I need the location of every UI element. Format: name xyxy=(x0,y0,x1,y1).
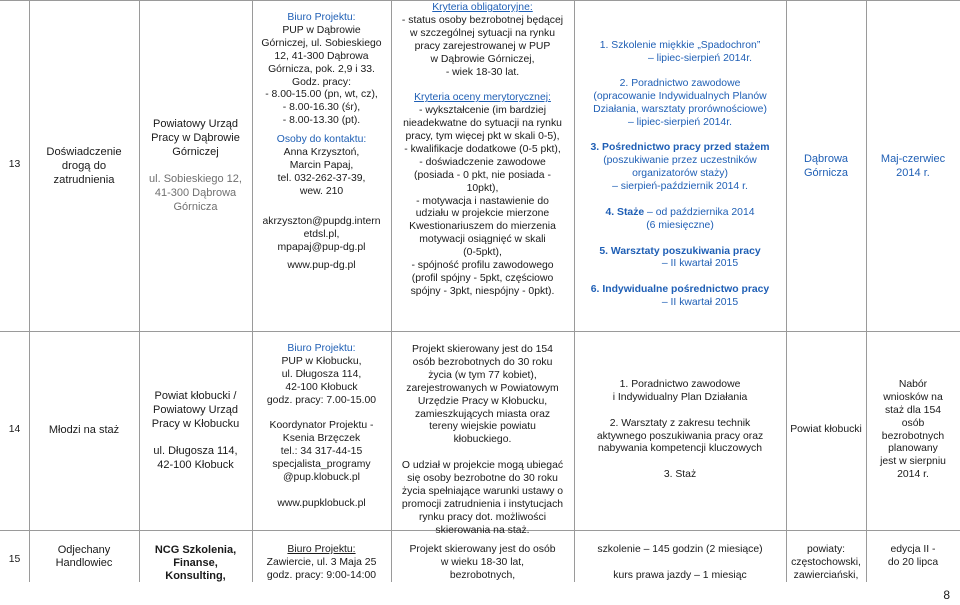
form-title: 3. Pośrednictwo pracy przed stażem xyxy=(590,142,770,154)
form-date: – II kwartał 2015 xyxy=(661,297,739,309)
criteria-line: - wykształcenie (im bardziej xyxy=(418,105,547,117)
form-date: – lipiec-sierpień 2014r. xyxy=(628,116,732,128)
beneficiary-name-line: Powiat kłobucki / xyxy=(154,390,237,403)
project-title-line: Młodzi na staż xyxy=(48,424,120,437)
term-line: Nabór xyxy=(898,378,928,390)
row-13-beneficiary xyxy=(139,0,252,331)
form-detail: organizatorów staży) xyxy=(632,168,728,180)
row-15-project-title xyxy=(29,544,139,582)
project-title-line: zatrudnienia xyxy=(53,173,115,186)
beneficiary-name-line: NCG Szkolenia, xyxy=(154,544,237,556)
criteria-heading: Kryteria obligatoryjne: xyxy=(432,2,533,13)
criteria-line: - wiek 18-30 lat. xyxy=(445,66,520,78)
spacer xyxy=(574,271,786,284)
row-15-number xyxy=(0,554,29,574)
criteria-heading: Kryteria oceny merytorycznej: xyxy=(414,92,551,104)
form-title: 6. Indywidualne pośrednictwo pracy xyxy=(590,284,770,296)
row-14-number xyxy=(0,331,29,530)
office-line: Górniczej, ul. Sobieskiego xyxy=(261,37,382,49)
place-line: powiaty: xyxy=(806,544,846,555)
term-line: planowany xyxy=(888,443,938,455)
website-link[interactable]: www.pup-dg.pl xyxy=(287,260,356,272)
contact-line: Marcin Papaj, xyxy=(289,159,354,171)
criteria-line: bezrobotnych, xyxy=(449,569,516,581)
beneficiary-address-line: 42-100 Kłobuck xyxy=(157,458,234,471)
office-line: Górnicza, pok. 2,9 i 33. xyxy=(268,63,375,75)
beneficiary-address-line: 41-300 Dąbrowa xyxy=(154,186,237,199)
beneficiary-name-line: Powiatowy Urząd xyxy=(153,404,238,417)
criteria-line: się osoby bezrobotne do 30 roku xyxy=(407,473,558,485)
term-line: bezrobotnych xyxy=(881,430,945,442)
row-15-criteria xyxy=(391,544,574,582)
spacer xyxy=(252,199,391,216)
criteria-line: w wieku 18-30 lat, xyxy=(440,556,525,568)
row-13-support-forms xyxy=(574,40,786,330)
row-13-project-title xyxy=(29,0,139,331)
criteria-line: motywacji osiągnięć w skali xyxy=(419,234,546,246)
office-heading: Biuro Projektu: xyxy=(287,544,356,555)
spacer xyxy=(391,79,574,92)
criteria-line: - doświadczenie zawodowe xyxy=(419,156,546,168)
row-number: 13 xyxy=(8,159,21,171)
criteria-line: - status osoby bezrobotnej będącej xyxy=(401,14,564,26)
criteria-line: - kwalifikacje dodatkowe (0-5 pkt), xyxy=(404,143,561,155)
criteria-line: życia spełniające warunki ustawy o xyxy=(401,485,564,497)
spacer xyxy=(574,194,786,207)
place-line: Powiat kłobucki xyxy=(790,424,862,436)
row-14-project-title xyxy=(29,331,139,530)
criteria-line: spójny - 3pkt, niespójny - 0pkt). xyxy=(410,285,555,297)
form-date: – sierpień-październik 2014 r. xyxy=(612,181,748,193)
term-line: do 20 lipca xyxy=(887,556,939,568)
criteria-line: Projekt skierowany jest do osób xyxy=(409,544,556,555)
contact-line: Anna Krzysztoń, xyxy=(283,147,360,159)
form-4-line xyxy=(574,207,786,220)
office-line: PUP w Kłobucku, xyxy=(281,355,362,367)
office-line: 42-100 Kłobuck xyxy=(285,381,358,393)
criteria-line: (posiada - 0 pkt, nie posiada - xyxy=(414,169,551,181)
beneficiary-address-line: ul. Długosza 114, xyxy=(153,444,238,457)
form-note: (6 miesięczne) xyxy=(646,219,714,231)
form-title: 2. Poradnictwo zawodowe xyxy=(619,77,741,89)
contact-email-line[interactable]: mpapaj@pup-dg.pl xyxy=(277,241,366,253)
page-number: 8 xyxy=(943,588,950,602)
term-line: edycja II - xyxy=(890,544,936,555)
row-14-place xyxy=(786,331,866,530)
place-line: Dąbrowa xyxy=(803,152,849,165)
form-detail: (opracowanie Indywidualnych Planów xyxy=(593,90,767,102)
contact-line: tel.: 34 317-44-15 xyxy=(280,446,363,458)
spacer xyxy=(574,233,786,246)
criteria-line: (0-5pkt), xyxy=(463,247,502,259)
form-date: – od października 2014 xyxy=(644,206,755,218)
spacer xyxy=(574,557,786,570)
criteria-line: zamieszkujących miasta oraz xyxy=(414,408,551,420)
form-detail: Działania, warsztaty prorównościowe) xyxy=(593,103,767,115)
form-line: kurs prawa jazdy – 1 miesiąc xyxy=(613,569,747,581)
row-13-term xyxy=(866,0,960,331)
form-detail: (poszukiwanie przez uczestników xyxy=(603,155,757,167)
form-title: 1. Szkolenie miękkie „Spadochron” xyxy=(599,40,761,51)
row-13-criteria xyxy=(391,2,574,330)
form-line: aktywnego poszukiwania pracy oraz xyxy=(596,430,764,442)
criteria-line: w szczególnej sytuacji na rynku xyxy=(410,27,555,39)
office-heading: Biuro Projektu: xyxy=(287,12,356,23)
place-line: zawierciański, xyxy=(793,569,859,581)
form-date: – lipiec-sierpień 2014r. xyxy=(648,52,752,64)
beneficiary-name-line: Powiatowy Urząd xyxy=(153,118,238,131)
criteria-line: udziału w projekcie mierzone xyxy=(415,208,550,220)
row-number: 14 xyxy=(8,424,21,436)
row-15-place xyxy=(786,544,866,582)
form-line: szkolenie – 145 godzin (2 miesiące) xyxy=(597,544,763,555)
office-heading: Biuro Projektu: xyxy=(287,343,356,354)
beneficiary-address-line: Górnicza xyxy=(173,200,218,213)
form-line: nabywania kompetencji kluczowych xyxy=(597,443,763,455)
contact-line: Koordynator Projektu - xyxy=(269,420,374,432)
form-title: 5. Warsztaty poszukiwania pracy xyxy=(599,245,761,257)
office-line: 12, 41-300 Dąbrowa xyxy=(274,50,369,62)
beneficiary-address-line: ul. Sobieskiego 12, xyxy=(149,172,242,185)
row-14-criteria xyxy=(391,344,574,536)
contact-email-line[interactable]: specjalista_programy xyxy=(272,459,371,471)
criteria-line: - motywacja i nastawienie do xyxy=(416,195,549,207)
criteria-line: promocji zatrudnienia i instytucjach xyxy=(401,498,564,510)
row-13-number xyxy=(0,0,29,331)
criteria-line: nieadekwatne do sytuacji na rynku xyxy=(403,118,562,130)
contact-email-line[interactable]: etdsl.pl, xyxy=(303,228,340,240)
office-line: Zawiercie, ul. 3 Maja 25 xyxy=(266,556,377,568)
contact-line: tel. 032-262-37-39, xyxy=(277,172,366,184)
beneficiary-name-line: Pracy w Kłobucku xyxy=(151,418,240,431)
form-line: 3. Staż xyxy=(663,469,697,481)
criteria-line: kłobuckiego. xyxy=(453,434,512,446)
website-link[interactable]: www.pupklobuck.pl xyxy=(277,497,366,509)
form-line: 1. Poradnictwo zawodowe xyxy=(619,378,741,390)
place-line: Górnicza xyxy=(803,166,849,179)
beneficiary-name-line: Górniczej xyxy=(172,146,219,159)
form-title: 4. Staże xyxy=(605,206,645,218)
criteria-line: tereny wiejskie powiatu xyxy=(429,421,536,433)
beneficiary-name-line: Konsulting, xyxy=(165,569,226,582)
criteria-line: O udział w projekcie mogą ubiegać xyxy=(401,460,564,472)
form-date: – II kwartał 2015 xyxy=(661,258,739,270)
beneficiary-name-line: Pracy w Dąbrowie xyxy=(151,132,240,145)
criteria-line: rynku pracy dot. możliwości xyxy=(418,511,547,523)
contact-email-line[interactable]: @pup.klobuck.pl xyxy=(283,472,360,484)
term-line: 2014 r. xyxy=(897,469,929,481)
term-line: 2014 r. xyxy=(896,166,930,179)
criteria-line: zarejestrowanych w Powiatowym xyxy=(406,382,559,394)
row-14-term xyxy=(866,331,960,530)
term-line: osób xyxy=(901,417,925,429)
criteria-line: (profil spójny - 5pkt, częściowo xyxy=(411,273,554,285)
row-13-project-office xyxy=(252,12,391,330)
contact-line: Ksenia Brzęczek xyxy=(282,433,361,445)
row-15-support-forms xyxy=(574,544,786,582)
project-title-line: Doświadczenie xyxy=(46,145,122,158)
row-number: 15 xyxy=(8,554,21,565)
term-line: wniosków na xyxy=(883,391,943,403)
spacer xyxy=(574,129,786,142)
row-15-project-office xyxy=(252,544,391,582)
form-line: 2. Warsztaty z zakresu technik xyxy=(609,417,751,429)
row-14-support-forms xyxy=(574,331,786,530)
criteria-line: Urzędzie Pracy w Kłobucku, xyxy=(417,395,548,407)
contact-line: wew. 210 xyxy=(299,185,344,197)
project-title-line: Odjechany xyxy=(57,544,111,556)
spacer xyxy=(252,408,391,421)
office-line: PUP w Dąbrowie xyxy=(282,24,361,36)
beneficiary-name-line: Finanse, xyxy=(173,556,218,569)
office-line: Godz. pracy: xyxy=(292,76,351,88)
row-13-place xyxy=(786,0,866,331)
office-line: ul. Długosza 114, xyxy=(281,368,362,380)
office-line: godz. pracy: 9:00-14:00 xyxy=(266,569,377,581)
office-line: godz. pracy: 7.00-15.00 xyxy=(266,394,377,406)
term-line: jest w sierpniu xyxy=(880,456,946,468)
row-14-project-office xyxy=(252,343,391,529)
row-14-beneficiary xyxy=(139,331,252,530)
spacer xyxy=(252,485,391,498)
row-15-beneficiary xyxy=(139,544,252,582)
criteria-line: Kwestionariuszem do mierzenia xyxy=(409,221,556,233)
term-line: Maj-czerwiec xyxy=(880,152,946,165)
project-title-line: drogą do xyxy=(61,159,107,172)
office-line: - 8.00-15.00 (pn, wt, cz), xyxy=(265,89,378,101)
criteria-line: pracy zarejestrowanej w PUP xyxy=(414,40,551,52)
criteria-line: osób bezrobotnych do 30 roku xyxy=(412,356,553,368)
row-15-term xyxy=(866,544,960,582)
contact-email-line[interactable]: akrzyszton@pupdg.intern xyxy=(262,215,381,227)
office-line: - 8.00-13.30 (pt). xyxy=(282,115,361,127)
spacer xyxy=(391,447,574,460)
criteria-line: - spójność profilu zawodowego xyxy=(411,260,554,272)
criteria-line: 10pkt), xyxy=(466,182,499,194)
criteria-line: skierowania na staż. xyxy=(435,524,530,536)
place-line: częstochowski, xyxy=(791,556,861,568)
office-line: - 8.00-16.30 (śr), xyxy=(282,102,361,114)
project-title-line: Handlowiec xyxy=(55,556,113,569)
term-line: staż dla 154 xyxy=(884,404,942,416)
criteria-line: życia (w tym 77 kobiet), xyxy=(428,369,537,381)
criteria-line: Projekt skierowany jest do 154 xyxy=(412,344,553,355)
criteria-line: w Dąbrowie Górniczej, xyxy=(430,53,535,65)
contact-heading: Osoby do kontaktu: xyxy=(276,134,367,146)
criteria-line: pracy, tym więcej pkt w skali 0-5), xyxy=(405,131,560,143)
form-line: i Indywidualny Plan Działania xyxy=(612,391,748,403)
